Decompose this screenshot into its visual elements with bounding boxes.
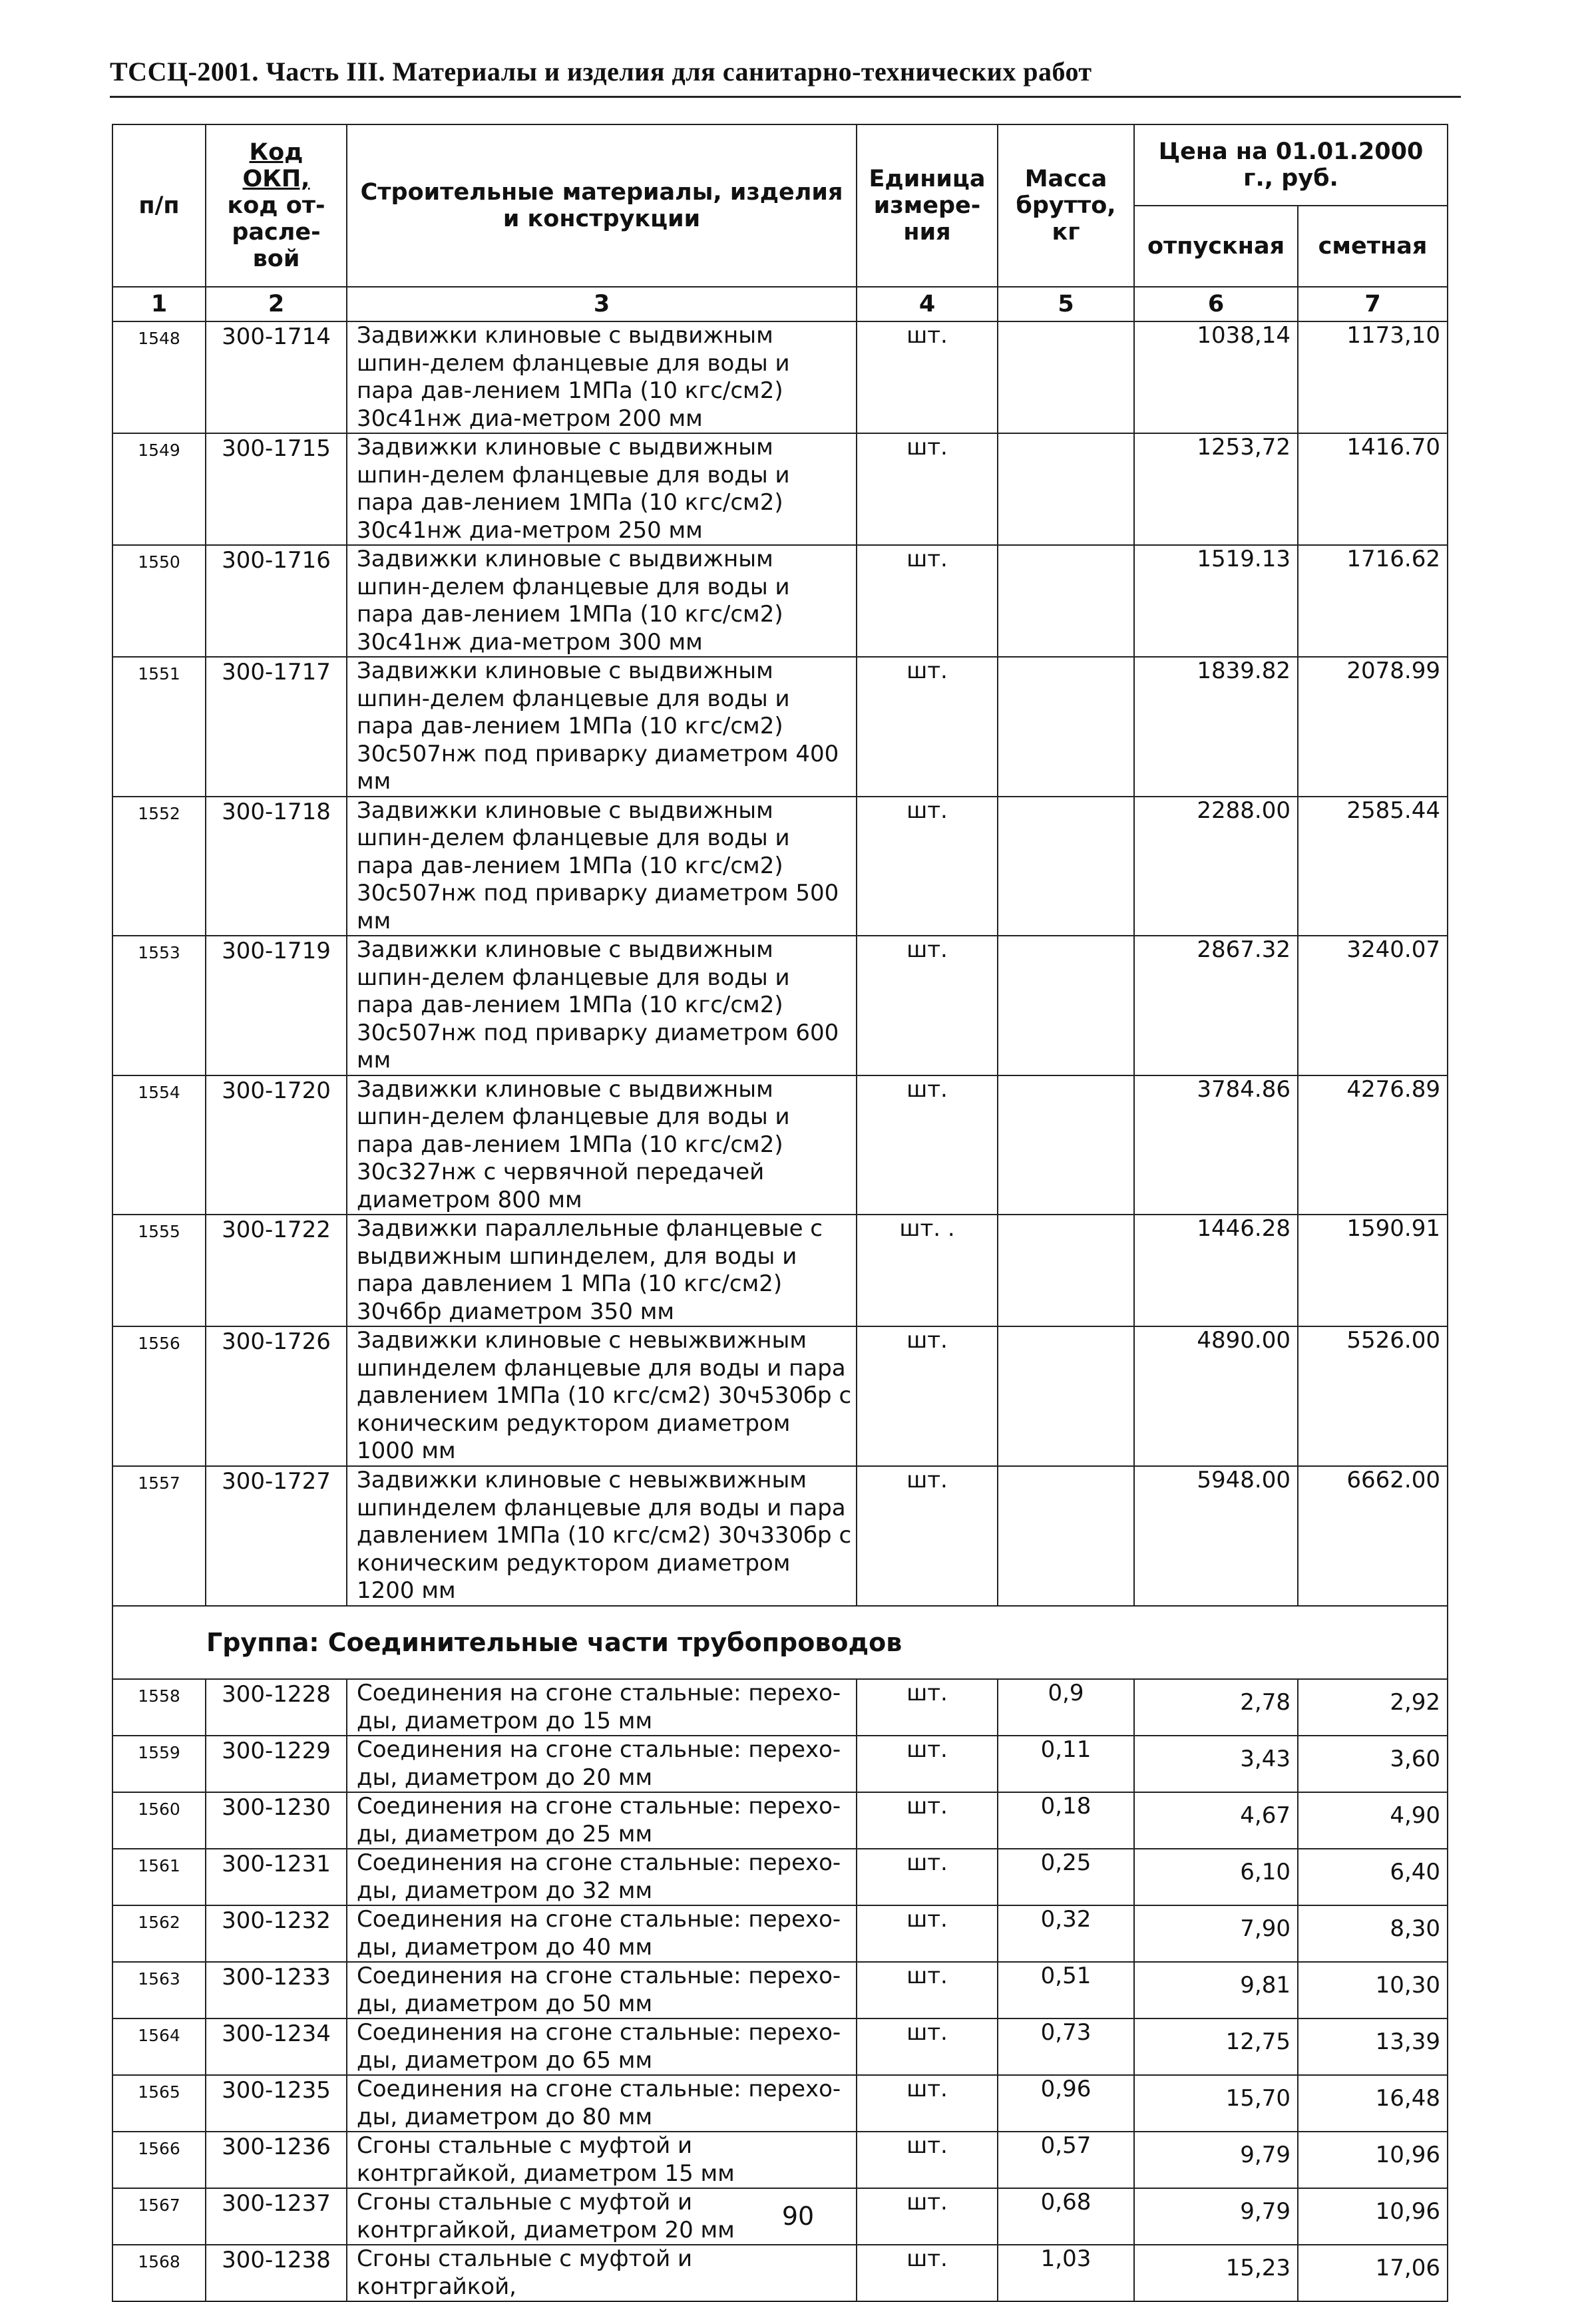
release-price: 1253,72 xyxy=(1134,433,1298,545)
release-price: 9,81 xyxy=(1134,1962,1298,2018)
unit-of-measure: шт. xyxy=(857,321,998,433)
okp-code: 300-1234 xyxy=(206,2018,347,2075)
unit-of-measure: шт. xyxy=(857,936,998,1075)
table-row xyxy=(112,1679,1448,1736)
okp-code: 300-1714 xyxy=(206,321,347,433)
material-name: Соединения на сгоне стальные: перехо-ды, диаметром до 32 мм xyxy=(347,1849,857,1905)
header-code-okp: Код ОКП, xyxy=(242,139,310,192)
estimate-price: 16,48 xyxy=(1298,2075,1448,2132)
table-row xyxy=(112,1962,1448,2018)
release-price: 2288.00 xyxy=(1134,797,1298,936)
unit-of-measure: шт. xyxy=(857,1849,998,1905)
estimate-price: 3,60 xyxy=(1298,1736,1448,1792)
release-price: 2867.32 xyxy=(1134,936,1298,1075)
table-row xyxy=(112,1905,1448,1962)
estimate-price: 1173,10 xyxy=(1298,321,1448,433)
okp-code: 300-1719 xyxy=(206,936,347,1075)
okp-code: 300-1228 xyxy=(206,1679,347,1736)
column-number: 7 xyxy=(1298,287,1448,321)
unit-of-measure: шт. xyxy=(857,797,998,936)
okp-code: 300-1235 xyxy=(206,2075,347,2132)
table-row xyxy=(112,1792,1448,1849)
okp-code: 300-1230 xyxy=(206,1792,347,1849)
material-name: Задвижки клиновые с выдвижным шпин-делем фланцевые для воды и пара дав-лением 1МПа (10 кгс/см2) 30с41нж диа-метром 200 мм xyxy=(347,321,857,433)
okp-code: 300-1237 xyxy=(206,2188,347,2245)
gross-mass xyxy=(998,1466,1134,1606)
material-name: Задвижки клиновые с выдвижным шпин-делем фланцевые для воды и пара дав-лением 1МПа (10 кгс/см2) 30с327нж с червячной передачей диаметром 800 мм xyxy=(347,1075,857,1215)
okp-code: 300-1716 xyxy=(206,545,347,657)
release-price: 9,79 xyxy=(1134,2132,1298,2188)
estimate-price: 2,92 xyxy=(1298,1679,1448,1736)
release-price: 15,70 xyxy=(1134,2075,1298,2132)
row-number: 1550 xyxy=(112,545,206,657)
estimate-price: 6662.00 xyxy=(1298,1466,1448,1606)
column-number: 2 xyxy=(206,287,347,321)
header-name: Строительные материалы, изделия и конструкции xyxy=(347,124,857,287)
unit-of-measure: шт. xyxy=(857,1326,998,1466)
gross-mass: 0,51 xyxy=(998,1962,1134,2018)
estimate-price: 2585.44 xyxy=(1298,797,1448,936)
row-number: 1554 xyxy=(112,1075,206,1215)
gross-mass: 0,96 xyxy=(998,2075,1134,2132)
release-price: 1446.28 xyxy=(1134,1215,1298,1326)
header-code-branch: код от-расле-вой xyxy=(227,192,325,272)
table-row xyxy=(112,2075,1448,2132)
okp-code: 300-1715 xyxy=(206,433,347,545)
material-name: Задвижки параллельные фланцевые с выдвижным шпинделем, для воды и пара давлением 1 МПа (10 кгс/см2) 30ч6бр диаметром 350 мм xyxy=(347,1215,857,1326)
table-row xyxy=(112,1736,1448,1792)
unit-of-measure: шт. xyxy=(857,1736,998,1792)
release-price: 12,75 xyxy=(1134,2018,1298,2075)
estimate-price: 2078.99 xyxy=(1298,657,1448,797)
unit-of-measure: шт. xyxy=(857,1905,998,1962)
material-name: Задвижки клиновые с выдвижным шпин-делем фланцевые для воды и пара дав-лением 1МПа (10 кгс/см2) 30с507нж под приварку диаметром 600 мм xyxy=(347,936,857,1075)
release-price: 3,43 xyxy=(1134,1736,1298,1792)
release-price: 5948.00 xyxy=(1134,1466,1298,1606)
material-name: Задвижки клиновые с выдвижным шпин-делем фланцевые для воды и пара дав-лением 1МПа (10 кгс/см2) 30с41нж диа-метром 250 мм xyxy=(347,433,857,545)
material-name: Сгоны стальные с муфтой и контргайкой, xyxy=(347,2245,857,2301)
row-number: 1555 xyxy=(112,1215,206,1326)
material-name: Задвижки клиновые с выдвижным шпин-делем фланцевые для воды и пара дав-лением 1МПа (10 кгс/см2) 30с507нж под приварку диаметром 400 мм xyxy=(347,657,857,797)
row-number: 1551 xyxy=(112,657,206,797)
gross-mass: 0,73 xyxy=(998,2018,1134,2075)
unit-of-measure: шт. xyxy=(857,1466,998,1606)
unit-of-measure: шт. xyxy=(857,2018,998,2075)
table-row xyxy=(112,2018,1448,2075)
material-name: Задвижки клиновые с невыжвижным шпинделем фланцевые для воды и пара давлением 1МПа (10 кгс/см2) 30ч330бр с коническим редуктором диаметром 1200 мм xyxy=(347,1466,857,1606)
estimate-price: 8,30 xyxy=(1298,1905,1448,1962)
estimate-price: 1416.70 xyxy=(1298,433,1448,545)
table-row xyxy=(112,545,1448,657)
gross-mass xyxy=(998,1326,1134,1466)
row-number: 1564 xyxy=(112,2018,206,2075)
price-table xyxy=(112,124,1448,2302)
unit-of-measure: шт. xyxy=(857,2075,998,2132)
release-price: 4,67 xyxy=(1134,1792,1298,1849)
estimate-price: 1590.91 xyxy=(1298,1215,1448,1326)
row-number: 1552 xyxy=(112,797,206,936)
okp-code: 300-1720 xyxy=(206,1075,347,1215)
row-number: 1567 xyxy=(112,2188,206,2245)
material-name: Задвижки клиновые с выдвижным шпин-делем фланцевые для воды и пара дав-лением 1МПа (10 кгс/см2) 30с41нж диа-метром 300 мм xyxy=(347,545,857,657)
gross-mass xyxy=(998,433,1134,545)
header-price: Цена на 01.01.2000 г., руб. xyxy=(1134,124,1448,206)
okp-code: 300-1238 xyxy=(206,2245,347,2301)
unit-of-measure: шт. xyxy=(857,545,998,657)
row-number: 1561 xyxy=(112,1849,206,1905)
material-name: Соединения на сгоне стальные: перехо-ды, диаметром до 25 мм xyxy=(347,1792,857,1849)
material-name: Задвижки клиновые с выдвижным шпин-делем фланцевые для воды и пара дав-лением 1МПа (10 кгс/см2) 30с507нж под приварку диаметром 500 мм xyxy=(347,797,857,936)
unit-of-measure: шт. xyxy=(857,2245,998,2301)
row-number: 1556 xyxy=(112,1326,206,1466)
gross-mass xyxy=(998,1075,1134,1215)
estimate-price: 3240.07 xyxy=(1298,936,1448,1075)
gross-mass xyxy=(998,797,1134,936)
table-row xyxy=(112,1326,1448,1466)
row-number: 1558 xyxy=(112,1679,206,1736)
row-number: 1565 xyxy=(112,2075,206,2132)
estimate-price: 10,96 xyxy=(1298,2188,1448,2245)
unit-of-measure: шт. xyxy=(857,2188,998,2245)
material-name: Сгоны стальные с муфтой и контргайкой, диаметром 20 мм xyxy=(347,2188,857,2245)
material-name: Соединения на сгоне стальные: перехо-ды, диаметром до 65 мм xyxy=(347,2018,857,2075)
estimate-price: 10,30 xyxy=(1298,1962,1448,2018)
unit-of-measure: шт. xyxy=(857,2132,998,2188)
release-price: 4890.00 xyxy=(1134,1326,1298,1466)
group-row xyxy=(112,1606,1448,1679)
header-mass: Масса брутто, кг xyxy=(998,124,1134,287)
unit-of-measure: шт. xyxy=(857,1962,998,2018)
header-rule xyxy=(110,96,1461,98)
row-number: 1560 xyxy=(112,1792,206,1849)
table-row xyxy=(112,433,1448,545)
table-row xyxy=(112,797,1448,936)
column-number-row xyxy=(112,287,1448,321)
gross-mass: 0,18 xyxy=(998,1792,1134,1849)
material-name: Соединения на сгоне стальные: перехо-ды, диаметром до 40 мм xyxy=(347,1905,857,1962)
table-row xyxy=(112,1466,1448,1606)
unit-of-measure: шт. . xyxy=(857,1215,998,1326)
release-price: 1519.13 xyxy=(1134,545,1298,657)
okp-code: 300-1727 xyxy=(206,1466,347,1606)
release-price: 1038,14 xyxy=(1134,321,1298,433)
estimate-price: 13,39 xyxy=(1298,2018,1448,2075)
okp-code: 300-1233 xyxy=(206,1962,347,2018)
estimate-price: 4276.89 xyxy=(1298,1075,1448,1215)
gross-mass xyxy=(998,657,1134,797)
material-name: Соединения на сгоне стальные: перехо-ды, диаметром до 80 мм xyxy=(347,2075,857,2132)
gross-mass xyxy=(998,321,1134,433)
header-unit: Единица измере-ния xyxy=(857,124,998,287)
estimate-price: 6,40 xyxy=(1298,1849,1448,1905)
column-number: 1 xyxy=(112,287,206,321)
table-row xyxy=(112,1849,1448,1905)
table-row xyxy=(112,321,1448,433)
release-price: 6,10 xyxy=(1134,1849,1298,1905)
estimate-price: 4,90 xyxy=(1298,1792,1448,1849)
table-row xyxy=(112,2245,1448,2301)
gross-mass xyxy=(998,936,1134,1075)
row-number: 1549 xyxy=(112,433,206,545)
header-code xyxy=(206,124,347,287)
estimate-price: 17,06 xyxy=(1298,2245,1448,2301)
okp-code: 300-1718 xyxy=(206,797,347,936)
material-name: Соединения на сгоне стальные: перехо-ды, диаметром до 20 мм xyxy=(347,1736,857,1792)
unit-of-measure: шт. xyxy=(857,1792,998,1849)
okp-code: 300-1722 xyxy=(206,1215,347,1326)
column-number: 4 xyxy=(857,287,998,321)
release-price: 2,78 xyxy=(1134,1679,1298,1736)
okp-code: 300-1229 xyxy=(206,1736,347,1792)
table-row xyxy=(112,936,1448,1075)
row-number: 1557 xyxy=(112,1466,206,1606)
estimate-price: 5526.00 xyxy=(1298,1326,1448,1466)
row-number: 1563 xyxy=(112,1962,206,2018)
gross-mass: 0,25 xyxy=(998,1849,1134,1905)
estimate-price: 10,96 xyxy=(1298,2132,1448,2188)
row-number: 1566 xyxy=(112,2132,206,2188)
material-name: Задвижки клиновые с невыжвижным шпинделем фланцевые для воды и пара давлением 1МПа (10 кгс/см2) 30ч530бр с коническим редуктором диаметром 1000 мм xyxy=(347,1326,857,1466)
header-release-price: отпускная xyxy=(1134,206,1298,287)
gross-mass: 0,32 xyxy=(998,1905,1134,1962)
column-number: 3 xyxy=(347,287,857,321)
row-number: 1559 xyxy=(112,1736,206,1792)
okp-code: 300-1232 xyxy=(206,1905,347,1962)
okp-code: 300-1717 xyxy=(206,657,347,797)
page-header-title: ТССЦ-2001. Часть III. Материалы и изделия для санитарно-технических работ xyxy=(110,57,1092,87)
row-number: 1568 xyxy=(112,2245,206,2301)
table-row xyxy=(112,657,1448,797)
release-price: 15,23 xyxy=(1134,2245,1298,2301)
unit-of-measure: шт. xyxy=(857,657,998,797)
table-row xyxy=(112,1215,1448,1326)
material-name: Соединения на сгоне стальные: перехо-ды, диаметром до 50 мм xyxy=(347,1962,857,2018)
gross-mass: 0,9 xyxy=(998,1679,1134,1736)
gross-mass: 0,68 xyxy=(998,2188,1134,2245)
column-number: 6 xyxy=(1134,287,1298,321)
estimate-price: 1716.62 xyxy=(1298,545,1448,657)
material-name: Соединения на сгоне стальные: перехо-ды, диаметром до 15 мм xyxy=(347,1679,857,1736)
release-price: 1839.82 xyxy=(1134,657,1298,797)
row-number: 1548 xyxy=(112,321,206,433)
release-price: 9,79 xyxy=(1134,2188,1298,2245)
unit-of-measure: шт. xyxy=(857,1679,998,1736)
gross-mass xyxy=(998,545,1134,657)
gross-mass xyxy=(998,1215,1134,1326)
header-pp: п/п xyxy=(112,124,206,287)
release-price: 7,90 xyxy=(1134,1905,1298,1962)
unit-of-measure: шт. xyxy=(857,433,998,545)
table-row xyxy=(112,1075,1448,1215)
header-estimate-price: сметная xyxy=(1298,206,1448,287)
gross-mass: 0,11 xyxy=(998,1736,1134,1792)
okp-code: 300-1236 xyxy=(206,2132,347,2188)
row-number: 1553 xyxy=(112,936,206,1075)
gross-mass: 0,57 xyxy=(998,2132,1134,2188)
column-number: 5 xyxy=(998,287,1134,321)
okp-code: 300-1231 xyxy=(206,1849,347,1905)
release-price: 3784.86 xyxy=(1134,1075,1298,1215)
page-number: 90 xyxy=(781,2202,815,2231)
material-name: Сгоны стальные с муфтой и контргайкой, диаметром 15 мм xyxy=(347,2132,857,2188)
group-title: Группа: Соединительные части трубопроводов xyxy=(112,1606,1448,1679)
gross-mass: 1,03 xyxy=(998,2245,1134,2301)
table-row xyxy=(112,2132,1448,2188)
row-number: 1562 xyxy=(112,1905,206,1962)
unit-of-measure: шт. xyxy=(857,1075,998,1215)
okp-code: 300-1726 xyxy=(206,1326,347,1466)
